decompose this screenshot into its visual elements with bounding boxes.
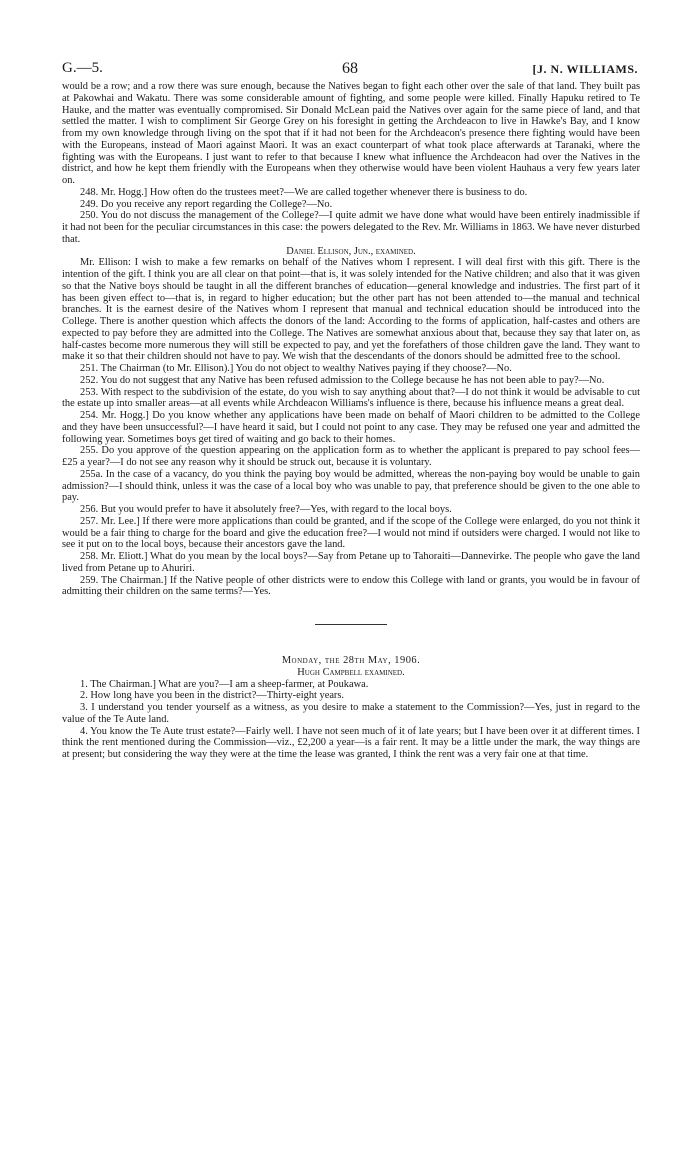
paragraph: 258. Mr. Eliott.] What do you mean by the local boys?—Say from Petane up to Tahoraiti—Dannevirke. The people who gave the land lived from Petane up to Ahuriri.	[62, 551, 640, 574]
witness-heading: Hugh Campbell examined.	[297, 666, 405, 678]
page-number: 68	[342, 60, 358, 77]
paragraph: 3. I understand you tender yourself as a witness, as you desire to make a statement to the Commission?—Yes, just in regard to the value of the Te Aute land.	[62, 702, 640, 725]
witness-name-header: [J. N. WILLIAMS.	[532, 62, 638, 76]
page-header	[62, 60, 638, 78]
paragraph: 249. Do you receive any report regarding the College?—No.	[80, 198, 333, 210]
paragraph: would be a row; and a row there was sure enough, because the Natives began to fight each other over the sale of that land. They built pas at Pakowhai and Wakatu. There was some considerable amount of fighting, and some people were killed. Finally Hapuku retired to Te Hauke, and the matter was eventually compromised. Sir Donald McLean paid the Natives over again for the same piece of land, and that settled the matter. I wish to compliment Sir George Grey on his foresight in getting the Archdeacon to live in Hawke's Bay, and I know from my own knowledge through living on the spot that if it had not been for the Archdeacon's presence there fighting would have been with the Europeans, instead of Maori against Maori. It was an exact counterpart of what took place afterwards at Taranaki, where the fighting was with the Europeans. I just want to refer to that because I knew what influence the Archdeacon had over the Natives in the district, and how he kept them friendly with the Europeans when they otherwise would have been violent Hauhaus a very few years later on.	[62, 81, 640, 186]
paragraph: 253. With respect to the subdivision of the estate, do you wish to say anything about that?—I do not think it would be advisable to cut the estate up into smaller areas—at all events while Archdeacon Williams's influence is there, because his influence means a great deal.	[62, 386, 640, 410]
witness-heading: Daniel Ellison, Jun., examined.	[286, 245, 416, 257]
paragraph: 251. The Chairman (to Mr. Ellison).] You do not object to wealthy Natives paying if they choose?—No.	[80, 363, 512, 374]
paragraph: Mr. Ellison: I wish to make a few remarks on behalf of the Natives whom I represent. I will deal first with this gift. There is the intention of the gift. I think you are all clear on that point—that is, it was solely intended for the Native children; and also that it was given so that the Native boys should be taught in all the different branches of education—general knowledge and industries. The first part of it has been given effect to—that is, in regard to higher education; but the other part has not been attended to—the manual and technical branches. It is the earnest desire of the Natives whom I represent that manual and technical education should be introduced into the College. There is another question which affects the donors of the land: According to the forms of application, half-castes and others are expected to pay before they are admitted into the College. The Natives are somewhat anxious about that, because they say that later on, as half-castes become more numerous they will still be expected to pay, and yet the forefathers of those children gave the land. They want to make it so that their children should not have to pay. We wish that the descendants of the donors should be admitted free to the school.	[62, 257, 640, 363]
paragraph: 259. The Chairman.] If the Native people of other districts were to endow this College with land or grants, you would be in favour of admitting their children on the same terms?—Yes.	[62, 574, 640, 598]
paragraph: 255. Do you approve of the question appearing on the application form as to whether the applicant is prepared to pay school fees—£25 a year?—I do not see any reason why it should be struck out, because it is voluntary.	[62, 445, 640, 468]
date-heading: Monday, the 28th May, 1906.	[281, 655, 421, 666]
paragraph: 250. You do not discuss the management of the College?—I quite admit we have done what would have been entirely inadmissible if it had not been for the peculiar circumstances in this case: the powers delegated to the Rev. Mr. Williams in 1863. We have never disturbed that.	[62, 210, 640, 245]
paragraph: 252. You do not suggest that any Native has been refused admission to the College because he has not been able to pay?—No.	[80, 374, 605, 386]
report-reference: G.—5.	[62, 60, 103, 76]
paragraph: 2. How long have you been in the district?—Thirty-eight years.	[80, 690, 345, 702]
paragraph: 248. Mr. Hogg.] How often do the trustees meet?—We are called together whenever there is business to do.	[80, 186, 528, 198]
paragraph: 4. You know the Te Aute trust estate?—Fairly well. I have not seen much of it of late years; but I have been over it at different times. I think the rent mentioned during the Commission—viz., £2,200 a year—is a fair rent. It may be a little under the mark, the way things are at present; but considering the way they were at the time the lease was granted, I think the rent was a very fair one at that time.	[62, 725, 640, 760]
page-body	[62, 81, 640, 761]
paragraph: 254. Mr. Hogg.] Do you know whether any applications have been made on behalf of Maori children to be admitted to the College and they have been unsuccessful?—I have heard it said, but I could not point to any case. They may be refused one year and admitted the following year. Sometimes boys get tired of waiting and go back to their homes.	[62, 410, 640, 445]
section-divider	[315, 624, 387, 625]
paragraph: 255a. In the case of a vacancy, do you think the paying boy would be admitted, whereas the non-paying boy would be unable to gain admission?—I should think, unless it was the case of a local boy who was unable to pay, that preference should be given to the one able to pay.	[62, 468, 640, 504]
paragraph: 257. Mr. Lee.] If there were more applications than could be granted, and if the scope of the College were enlarged, do you not think it would be a fair thing to charge for the board and give the education free?—I would not mind if outsiders were charged. I would not like to see it put on to the local boys, because their ancestors gave the land.	[62, 515, 640, 551]
paragraph: 256. But you would prefer to have it absolutely free?—Yes, with regard to the local boys.	[80, 504, 452, 515]
paragraph: 1. The Chairman.] What are you?—I am a sheep-farmer, at Poukawa.	[80, 678, 369, 690]
